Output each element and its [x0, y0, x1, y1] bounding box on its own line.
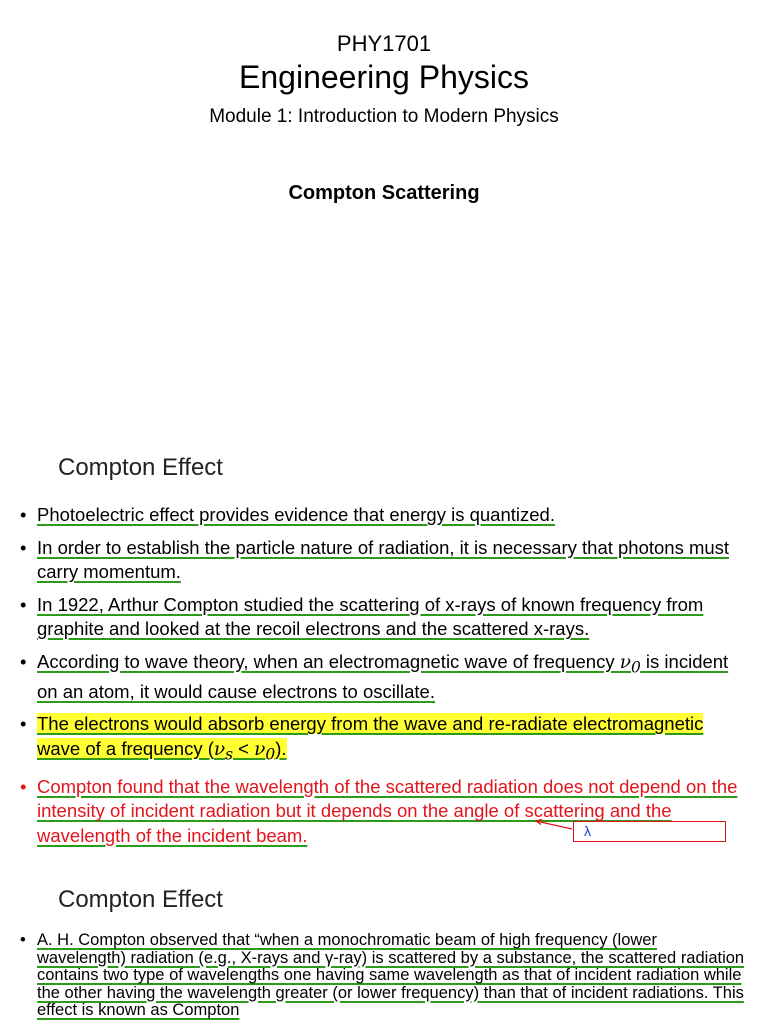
- module-title: Module 1: Introduction to Modern Physics: [209, 106, 559, 127]
- bullet-text-part: is incident on an atom, it would cause electrons to oscillate.: [37, 650, 729, 702]
- slide1-heading: Compton Effect: [58, 454, 223, 481]
- bullet-text-part: The electrons would absorb energy from the wave and re-radiate electromagnetic wave of a frequency (: [37, 713, 704, 759]
- bullet-text: Compton found that the wavelength of the scattered radiation does not depend on the intensity of incident radiation but it depends on the angle of scattering and the wavelength of the incident beam.: [37, 775, 738, 846]
- math-nu-symbol: ν: [254, 738, 266, 760]
- math-subscript: s: [225, 745, 234, 764]
- math-subscript: 0: [630, 658, 641, 677]
- slide2-bullet-list: [18, 932, 748, 1028]
- slide1-bullet-list: [18, 503, 748, 856]
- bullet-text: In 1922, Arthur Compton studied the scattering of x-rays of known frequency from graphite and looked at the recoil electrons and the scattered x-rays.: [37, 593, 704, 639]
- annotation-arrow-icon: [532, 816, 576, 832]
- list-item: [18, 503, 748, 528]
- annotation-text: λ: [584, 823, 591, 839]
- bullet-text: In order to establish the particle nature of radiation, it is necessary that photons must carry momentum.: [37, 536, 730, 582]
- list-item: [18, 932, 748, 1020]
- slide2-heading: Compton Effect: [58, 886, 223, 913]
- bullet-text: [37, 651, 728, 702]
- list-item: [18, 712, 748, 767]
- course-code: PHY1701: [336, 31, 432, 56]
- math-less-than: <: [233, 737, 255, 759]
- bullet-text-part: According to wave theory, when an electromagnetic wave of frequency: [37, 650, 620, 672]
- bullet-text: Photoelectric effect provides evidence that energy is quantized.: [37, 504, 555, 525]
- list-item: [18, 650, 748, 705]
- math-nu-symbol: ν: [213, 738, 226, 760]
- bullet-text: A. H. Compton observed that “when a monochromatic beam of high frequency (lower wavelength) radiation (e.g., X-rays and γ-ray) is scattered by a substance, the scattered radiation contains two type of wavelengths one having same wavelength as that of incident radiation while the other having the wavelength greater (or lower frequency) than that of incident radiations. This effect is known as Compton: [37, 931, 745, 1019]
- topic-title: Compton Scattering: [288, 182, 480, 204]
- list-item: [18, 536, 748, 585]
- math-subscript: 0: [265, 745, 276, 764]
- title-block: [0, 30, 768, 130]
- math-nu-symbol: ν: [619, 651, 631, 673]
- bullet-text-part: ).: [275, 737, 287, 759]
- list-item: [18, 593, 748, 642]
- highlighted-bullet-text: [37, 713, 704, 764]
- course-title: Engineering Physics: [239, 59, 529, 95]
- annotation-box: [573, 821, 726, 842]
